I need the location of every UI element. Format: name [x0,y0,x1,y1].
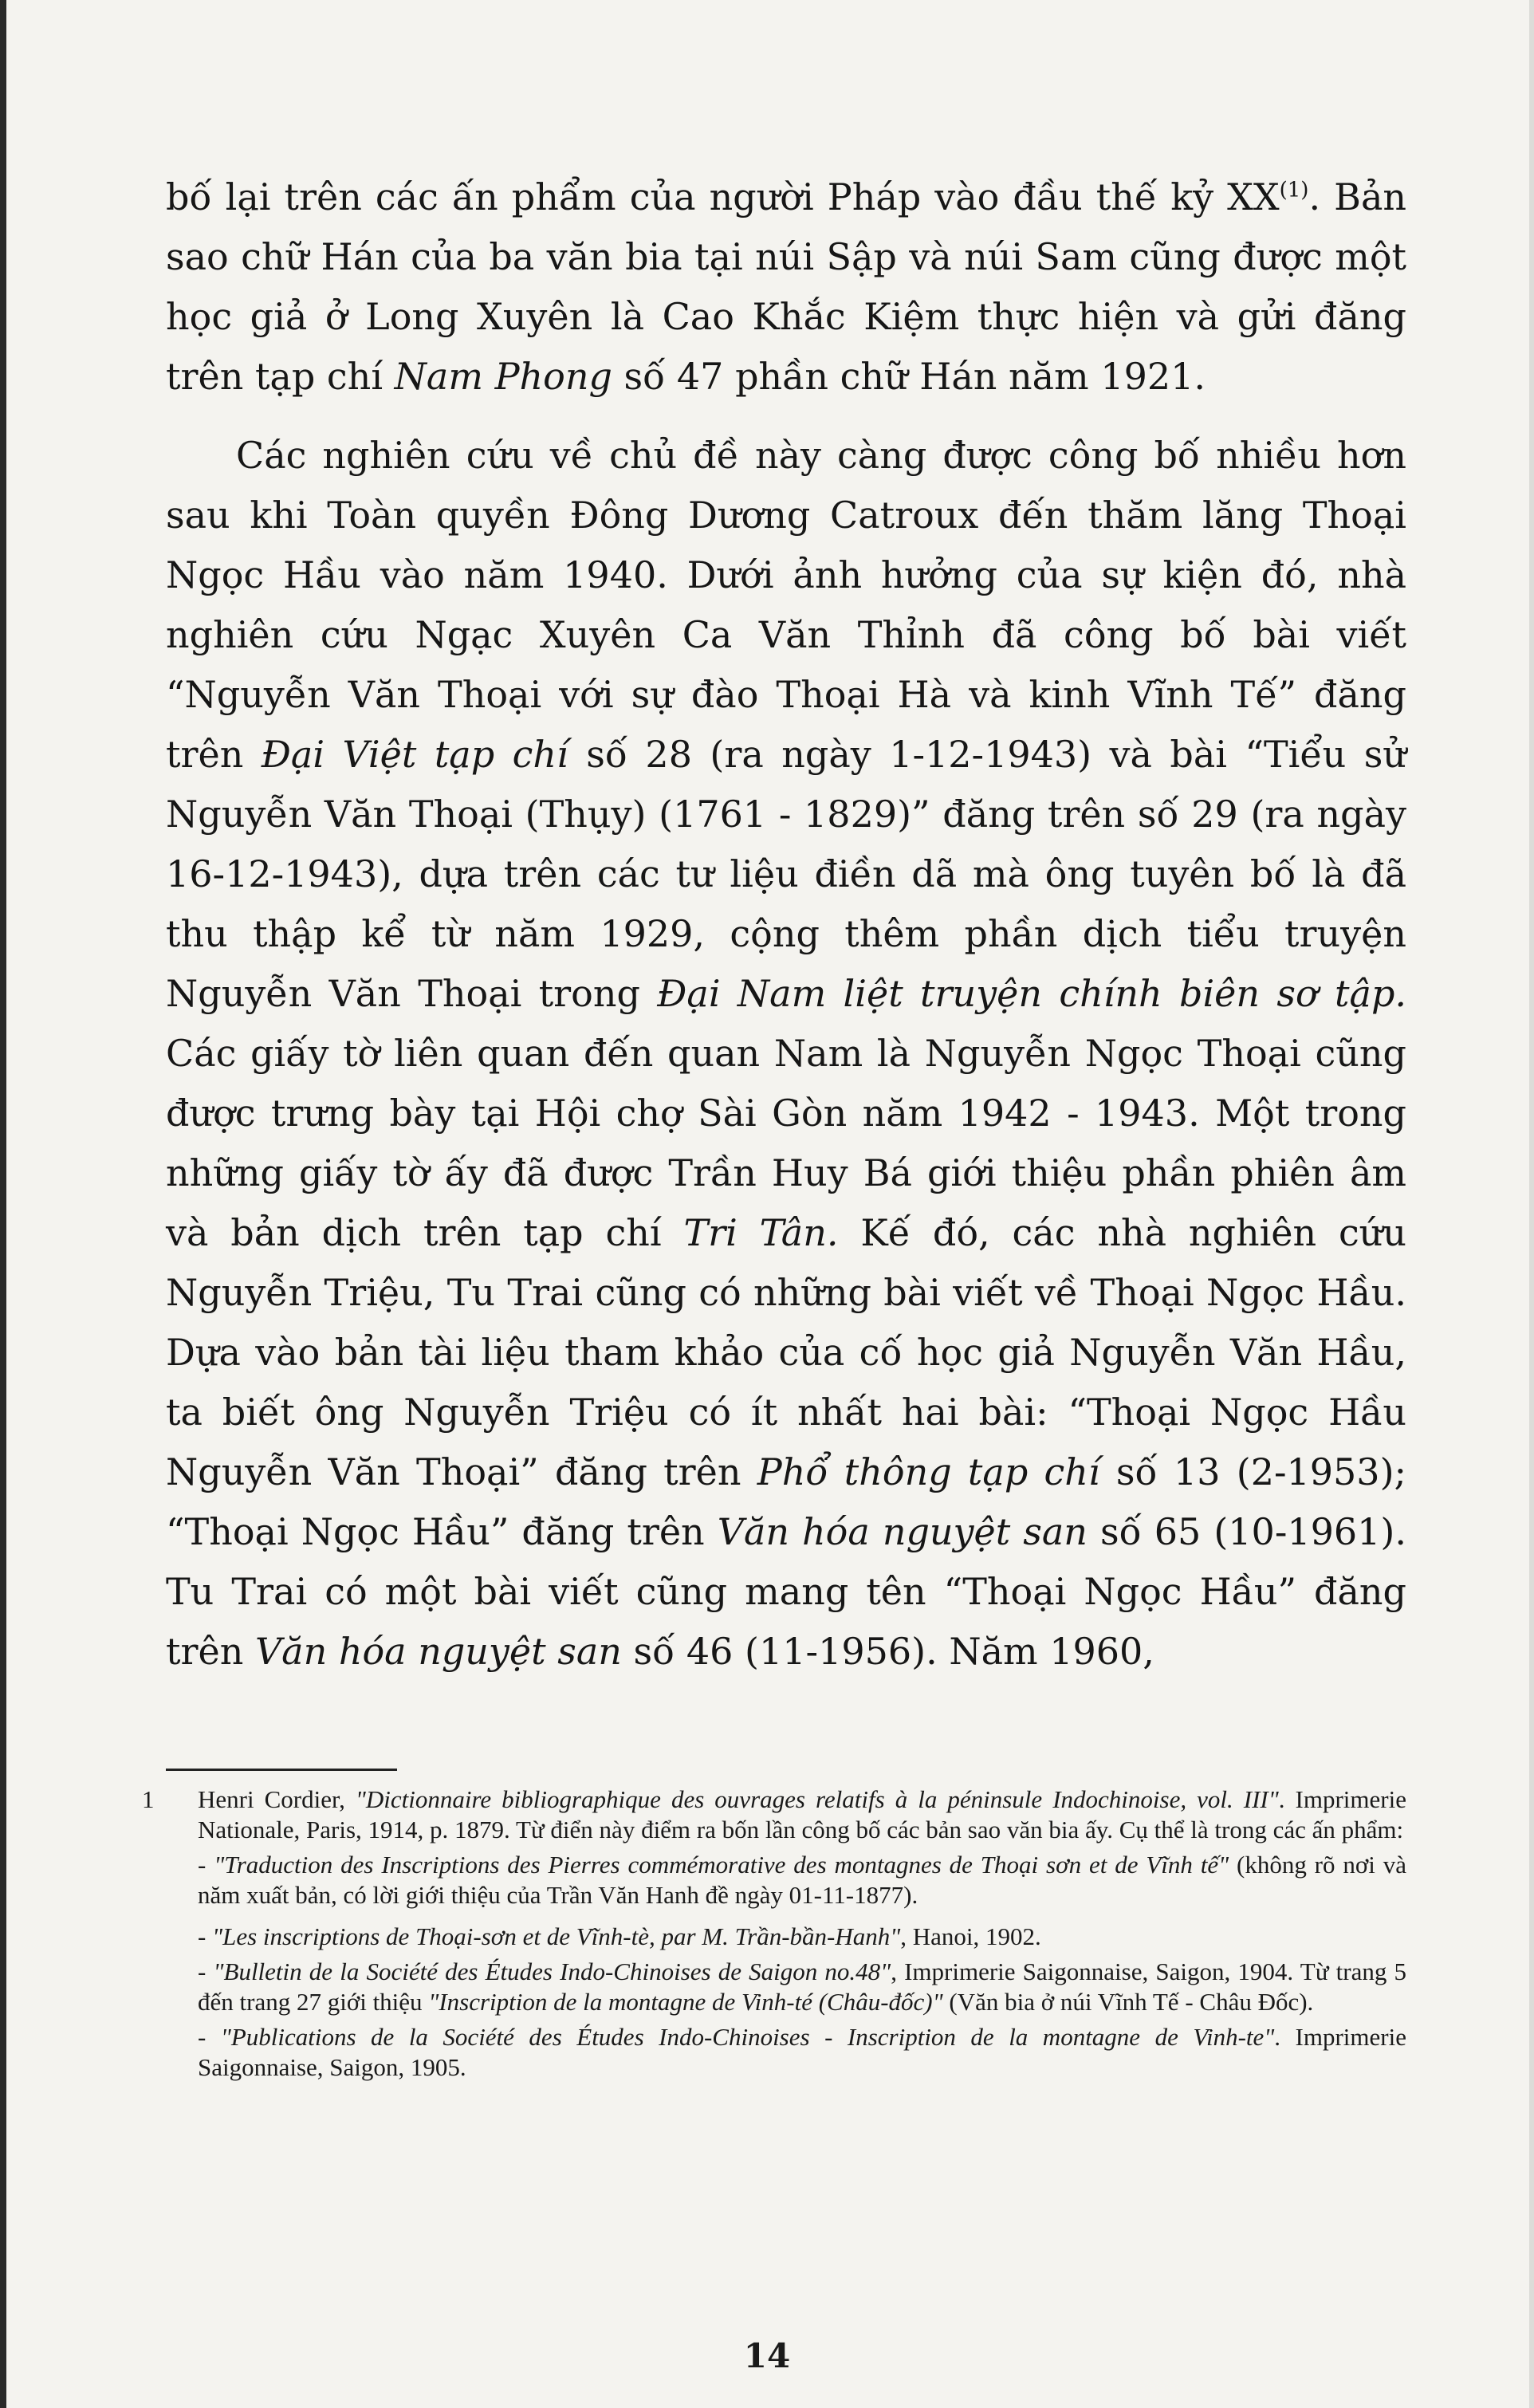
journal-title: Văn hóa nguyệt san [717,1510,1088,1553]
footnote-entry: - "Les inscriptions de Thoại-sơn et de Vĩnh-tè, par M. Trần-bần-Hanh", Hanoi, 1902. [198,1922,1041,1950]
page-binding-edge [0,0,6,2408]
journal-title: Đại Việt tạp chí [261,733,568,776]
paragraph-2: Các nghiên cứu về chủ đề này càng được công bố nhiều hơn sau khi Toàn quyền Đông Dương Catroux đến thăm lăng Thoại Ngọc Hầu vào năm 1940. Dưới ảnh hưởng của sự kiện đó, nhà nghiên cứu Ngạc Xuyên Ca Văn Thỉnh đã công bố bài viết “Nguyễn Văn Thoại với sự đào Thoại Hà và kinh Vĩnh Tế” đăng trên Đại Việt tạp chí số 28 (ra ngày 1-12-1943) và bài “Tiểu sử Nguyễn Văn Thoại (Thụy) (1761 - 1829)” đăng trên số 29 (ra ngày 16-12-1943), dựa trên các tư liệu điền dã mà ông tuyên bố là đã thu thập kể từ năm 1929, cộng thêm phần dịch tiểu truyện Nguyễn Văn Thoại trong Đại Nam liệt truyện chính biên sơ tập. Các giấy tờ liên quan đến quan Nam là Nguyễn Ngọc Thoại cũng được trưng bày tại Hội chợ Sài Gòn năm 1942 - 1943. Một trong những giấy tờ ấy đã được Trần Huy Bá giới thiệu phần phiên âm và bản dịch trên tạp chí Tri Tân. Kế đó, các nhà nghiên cứu Nguyễn Triệu, Tu Trai cũng có những bài viết về Thoại Ngọc Hầu. Dựa vào bản tài liệu tham khảo của cố học giả Nguyễn Văn Hầu, ta biết ông Nguyễn Triệu có ít nhất hai bài: “Thoại Ngọc Hầu Nguyễn Văn Thoại” đăng trên Phổ thông tạp chí số 13 (2-1953); “Thoại Ngọc Hầu” đăng trên Văn hóa nguyệt san số 65 (10-1961). Tu Trai có một bài viết cũng mang tên “Thoại Ngọc Hầu” đăng trên Văn hóa nguyệt san số 46 (11-1956). Năm 1960, [166,434,1407,1673]
book-title: Đại Nam liệt truyện chính biên sơ tập. [657,972,1407,1015]
footnote-reference[interactable]: (1) [1279,178,1309,203]
page-number: 14 [743,2336,791,2375]
footnote-number: 1 [142,1785,155,1813]
journal-title: Tri Tân. [683,1211,839,1254]
footnote-divider [166,1769,397,1771]
footnote-entry: - "Publications de la Société des Études Indo-Chinoises - Inscription de la montagne de Vinh-te". Imprimerie Saigonnaise, Saigon, 1905. [198,2023,1406,2081]
main-text [166,167,1406,1682]
journal-title: Văn hóa nguyệt san [254,1630,622,1673]
footnote-entry: - "Traduction des Inscriptions des Pierres commémorative des montagnes de Thoại sơn et de Vĩnh tế" (không rõ nơi và năm xuất bản, có lời giới thiệu của Trần Văn Hanh đề ngày 01-11-1877). [198,1851,1406,1909]
footnote-body [198,1784,1406,2083]
footnote-entry: - "Bulletin de la Société des Études Indo-Chinoises de Saigon no.48", Imprimerie Saigonnaise, Saigon, 1904. Từ trang 5 đến trang 27 giới thiệu "Inscription de la montagne de Vinh-té (Châu-đốc)" (Văn bia ở núi Vĩnh Tế - Châu Đốc). [198,1957,1407,2016]
page-right-edge [1529,0,1534,2408]
journal-title: Phổ thông tạp chí [757,1450,1100,1493]
footnote-1 [142,1784,1406,2083]
footnotes [142,1784,1406,2083]
footnote-main: Henri Cordier, "Dictionnaire bibliographique des ouvrages relatifs à la péninsule Indochinoise, vol. III". Imprimerie Nationale, Paris, 1914, p. 1879. Từ điển này điểm ra bốn lần công bố các bản sao văn bia ấy. Cụ thể là trong các ấn phẩm: [198,1785,1406,1843]
paragraph-1: bố lại trên các ấn phẩm của người Pháp vào đầu thế kỷ XX$^{(1)}$. Bản sao chữ Hán của ba văn bia tại núi Sập và núi Sam cũng được một học giả ở Long Xuyên là Cao Khắc Kiệm thực hiện và gửi đăng trên tạp chí Nam Phong số 47 phần chữ Hán năm 1921. [166,175,1406,398]
journal-title: Nam Phong [394,355,612,398]
